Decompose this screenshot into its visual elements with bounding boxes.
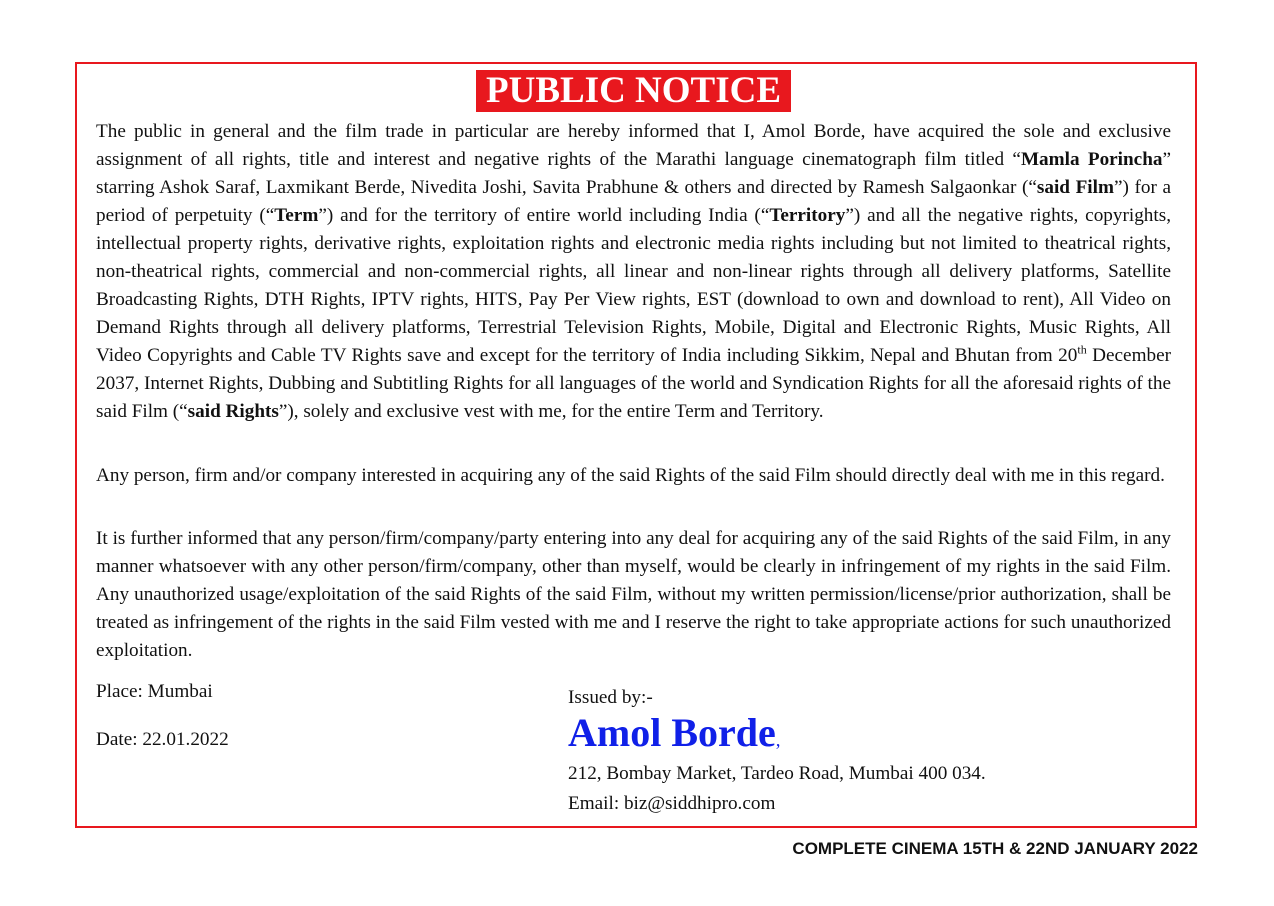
place-line: Place: Mumbai bbox=[96, 681, 213, 702]
notice-paragraph-contact: Any person, firm and/or company interested in acquiring any of the said Rights of the said Film should directly deal with me in this regard. bbox=[96, 465, 1165, 486]
notice-title: PUBLIC NOTICE bbox=[476, 70, 791, 112]
p1-text-5: ”) and all the negative rights, copyrights, intellectual property rights, derivative rights, exploitation rights and electronic media rights including but not limited to theatrical rights, non-theatrical rights, commercial and non-commercial rights, all linear and non-linear rights through all delivery platforms, Satellite Broadcasting Rights, DTH Rights, IPTV rights, HITS, Pay Per View rights, EST (download to own and download to rent), All Video on Demand Rights through all delivery platforms, Terrestrial Television Rights, Mobile, Digital and Electronic Rights, Music Rights, All Video Copyrights and Cable TV Rights save and except for the territory of India including Sikkim, Nepal and Bhutan from 20 bbox=[96, 205, 1171, 366]
publication-footer: COMPLETE CINEMA 15TH & 22ND JANUARY 2022 bbox=[792, 839, 1198, 858]
p1-text-1: The public in general and the film trade in particular are hereby informed that I, Amol Borde, have acquired the sole and exclusive assignment of all rights, title and interest and negative rights of the Marathi language cinematograph film titled “ bbox=[96, 121, 1171, 170]
issuer-name-text: Amol Borde bbox=[568, 710, 776, 755]
territory-term: Territory bbox=[769, 205, 846, 226]
issuer-name bbox=[568, 709, 781, 765]
date-line: Date: 22.01.2022 bbox=[96, 729, 229, 750]
p1-text-3: ”) for a period of perpetuity (“ bbox=[96, 177, 1172, 226]
issuer-email: Email: biz@siddhipro.com bbox=[568, 793, 776, 814]
said-rights-term: said Rights bbox=[187, 401, 279, 422]
term-term: Term bbox=[274, 205, 319, 226]
issued-by-label: Issued by:- bbox=[568, 687, 653, 708]
p1-text-6: December 2037, Internet Rights, Dubbing and Subtitling Rights for all languages of the world and Syndication Rights for all the aforesaid rights of the said Film (“ bbox=[96, 345, 1171, 422]
said-film-term: said Film bbox=[1036, 177, 1114, 198]
film-title: Mamla Porincha bbox=[1020, 149, 1163, 170]
issuer-comma: , bbox=[775, 730, 781, 751]
issuer-address: 212, Bombay Market, Tardeo Road, Mumbai 400 034. bbox=[568, 763, 986, 784]
p1-text-7: ”), solely and exclusive vest with me, for the entire Term and Territory. bbox=[278, 401, 824, 422]
p1-text-4: ”) and for the territory of entire world including India (“ bbox=[318, 205, 770, 226]
notice-paragraph-warning: It is further informed that any person/firm/company/party entering into any deal for acquiring any of the said Rights of the said Film, in any manner whatsoever with any other person/firm/company, other than myself, would be clearly in infringement of my rights in the said Film. Any unauthorized usage/exploitation of the said Rights of the said Film, without my written permission/license/prior authorization, shall be treated as infringement of the rights in the said Film vested with me and I reserve the right to take appropriate actions for such unauthorized exploitation. bbox=[96, 528, 1171, 661]
ordinal-suffix: th bbox=[1077, 342, 1087, 357]
notice-paragraph-rights bbox=[96, 118, 1171, 426]
p1-text-2: ” starring Ashok Saraf, Laxmikant Berde, Nivedita Joshi, Savita Prabhune & others and directed by Ramesh Salgaonkar (“ bbox=[96, 149, 1171, 198]
